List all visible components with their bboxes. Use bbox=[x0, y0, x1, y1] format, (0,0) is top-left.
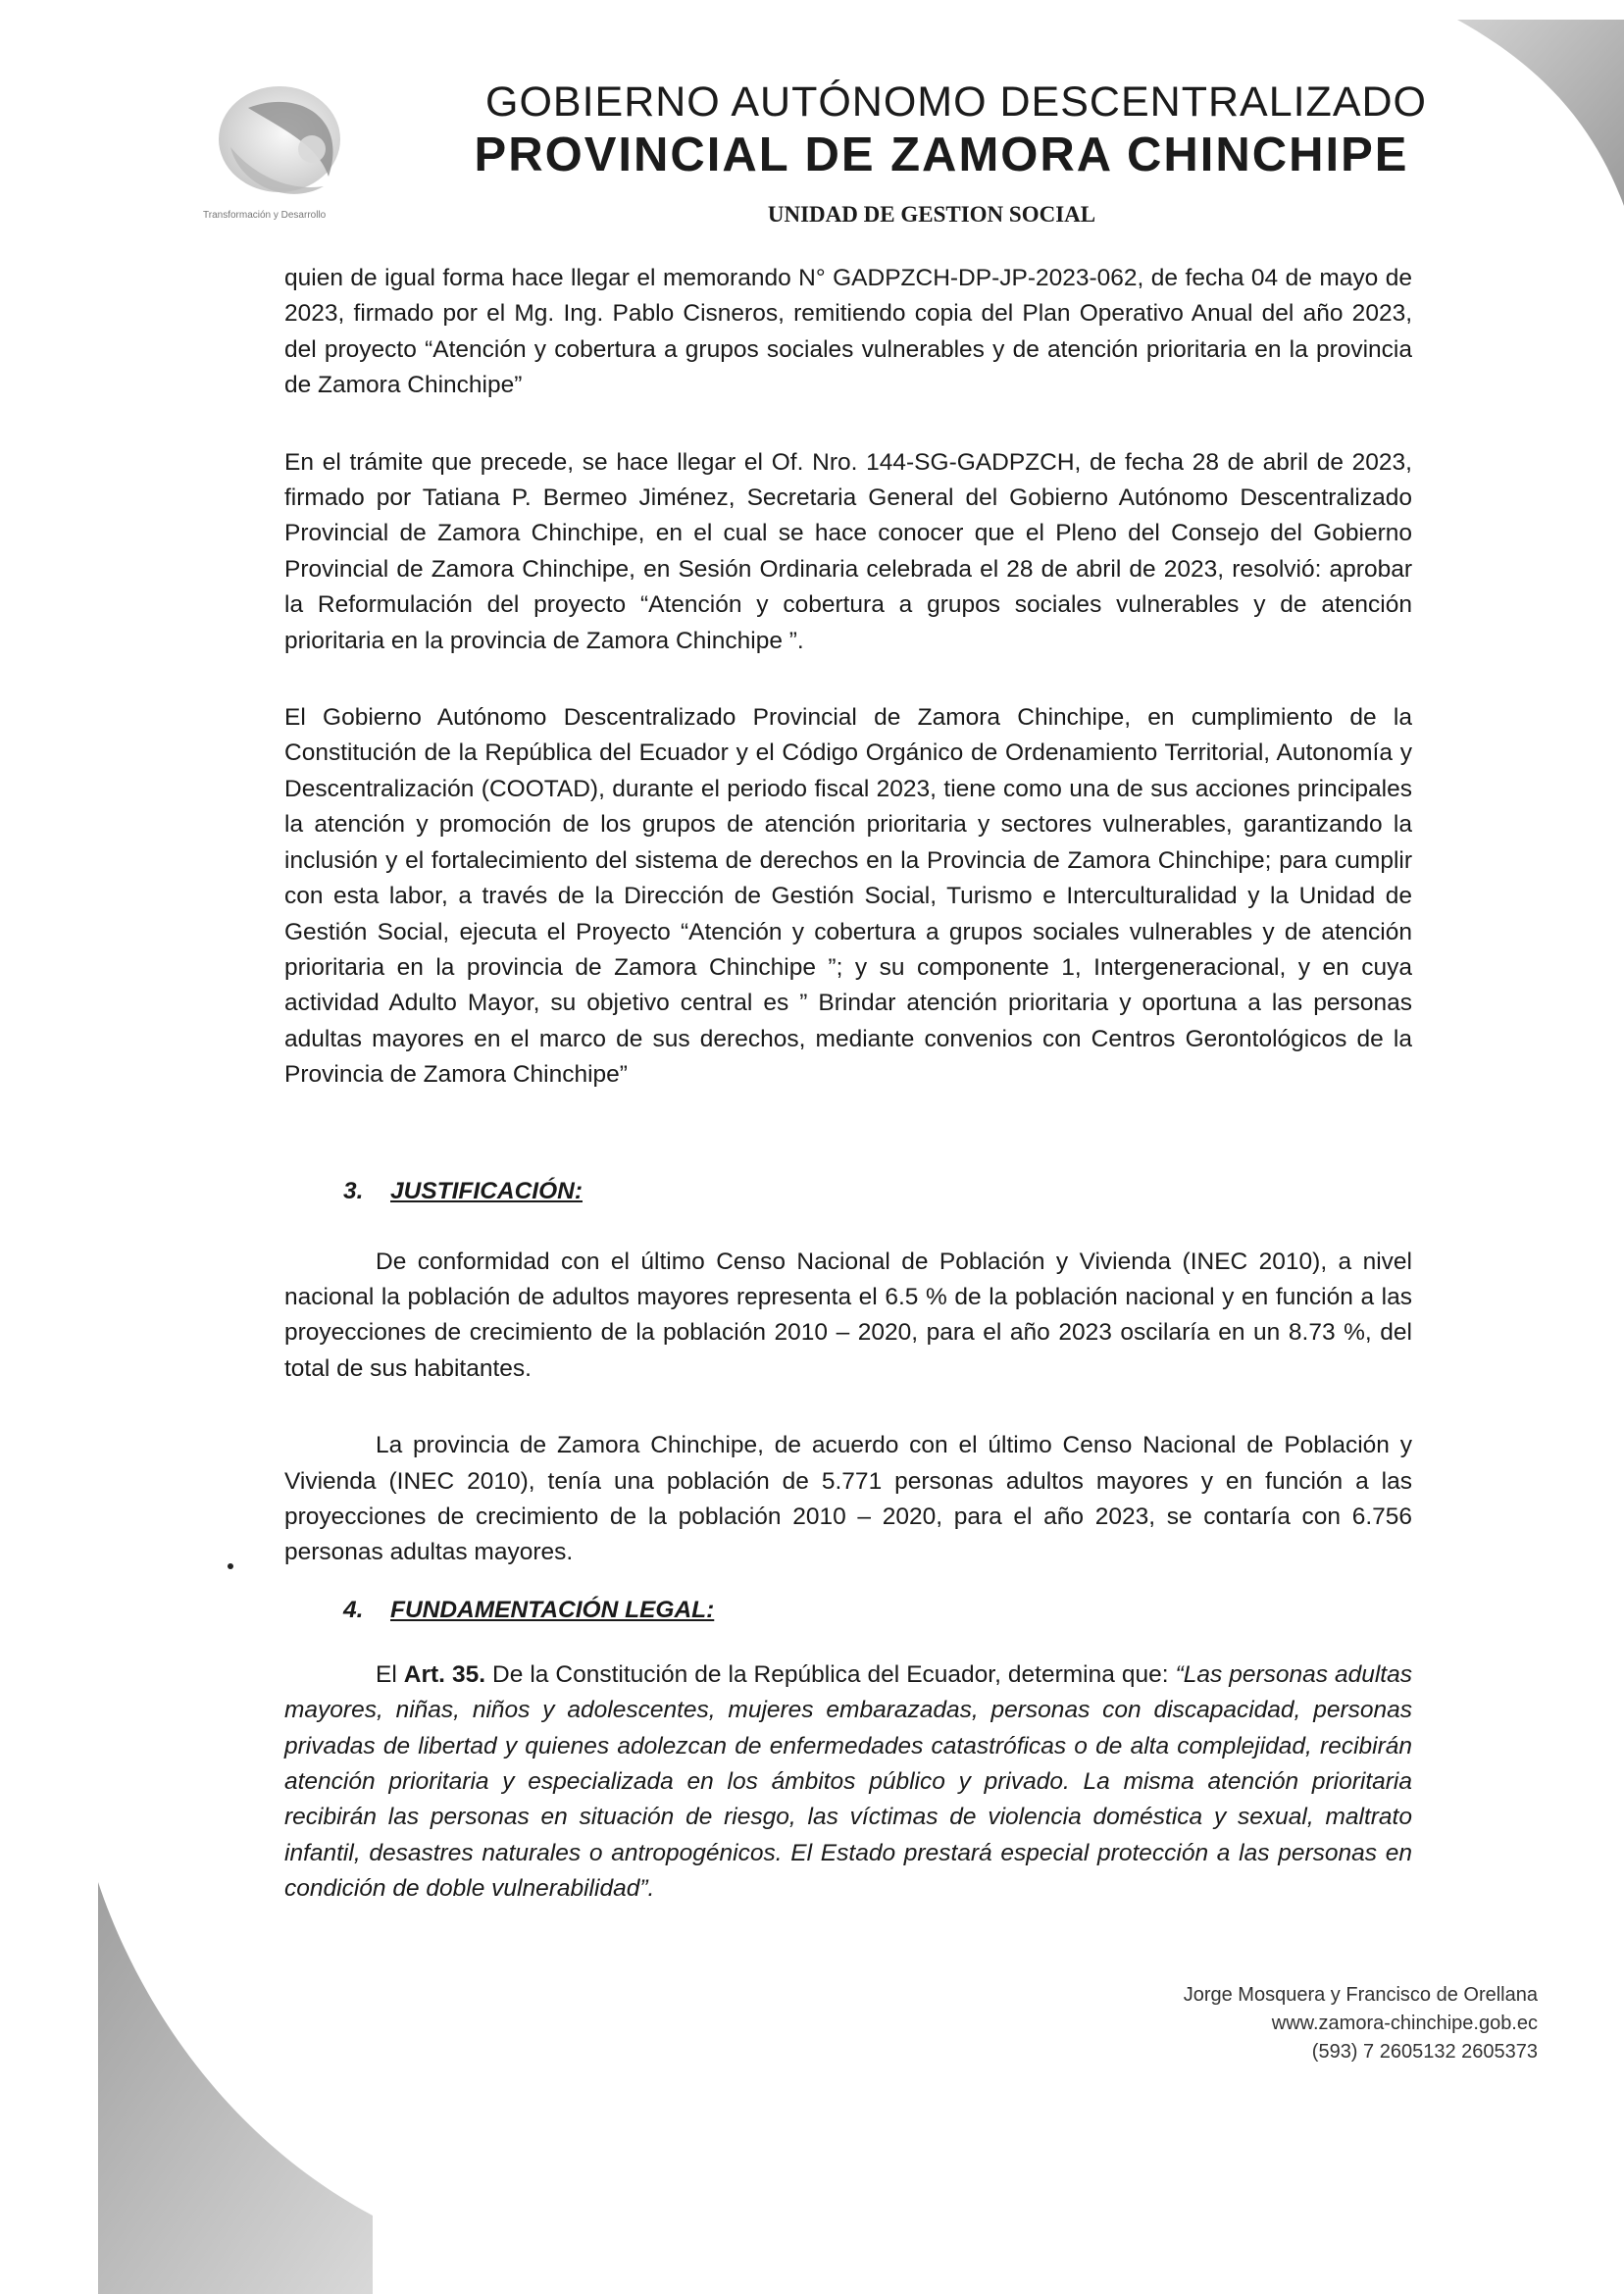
paragraph-memorando: quien de igual forma hace llegar el memorando N° GADPZCH-DP-JP-2023-062, de fecha 04 de mayo de 2023, firmado por el Mg. Ing. Pablo Cisneros, remitiendo copia del Plan Operativo Anual del año 2023, del proyecto “Atención y cobertura a grupos sociales vulnerables y de atención prioritaria en la provincia de Zamora Chinchipe” bbox=[284, 265, 1412, 399]
paragraph-oficio: En el trámite que precede, se hace llegar el Of. Nro. 144-SG-GADPZCH, de fecha 28 de abril de 2023, firmado por Tatiana P. Bermeo Jiménez, Secretaria General del Gobierno Autónomo Descentralizado Provincial de Zamora Chinchipe, en el cual se hace conocer que el Pleno del Consejo del Gobierno Provincial de Zamora Chinchipe, en Sesión Ordinaria celebrada el 28 de abril de 2023, resolvió: aprobar la Reformulación del proyecto “Atención y cobertura a grupos sociales vulnerables y de atención prioritaria en la provincia de Zamora Chinchipe ”. bbox=[284, 448, 1412, 654]
footer-phones: (593) 7 2605132 2605373 bbox=[1311, 2041, 1538, 2063]
section-title: JUSTIFICACIÓN: bbox=[390, 1177, 583, 1204]
footer-contact bbox=[1028, 1981, 1538, 2066]
document-body bbox=[284, 261, 1412, 1908]
art-35-intro: De la Constitución de la República del Ecuador, determina que: bbox=[485, 1660, 1176, 1688]
paragraph-gad-cumplimiento: El Gobierno Autónomo Descentralizado Provincial de Zamora Chinchipe, en cumplimiento de la Constitución de la República del Ecuador y el Código Orgánico de Ordenamiento Territorial, Autonomía y Descentralización (COOTAD), durante el periodo fiscal 2023, tiene como una de sus acciones principales la atención y promoción de los grupos de atención prioritaria y sectores vulnerables, garantizando la inclusión y el fortalecimiento del sistema de derechos en la Provincia de Zamora Chinchipe; para cumplir con esta labor, a través de la Dirección de Gestión Social, Turismo e Interculturalidad y la Unidad de Gestión Social, ejecuta el Proyecto “Atención y cobertura a grupos sociales vulnerables y de atención prioritaria en la provincia de Zamora Chinchipe ”; y su componente 1, Intergeneracional, y en cuya actividad Adulto Mayor, su objetivo central es ” Brindar atención prioritaria y oportuna a las personas adultas mayores en el marco de sus derechos, mediante convenios con Centros Gerontológicos de la Provincia de Zamora Chinchipe” bbox=[284, 704, 1412, 1089]
section-heading-fundamentacion bbox=[284, 1593, 1412, 1628]
logo-tagline: Transformación y Desarrollo bbox=[203, 210, 327, 221]
footer-website: www.zamora-chinchipe.gob.ec bbox=[1271, 2013, 1538, 2034]
section-title: FUNDAMENTACIÓN LEGAL: bbox=[390, 1596, 715, 1623]
section-number: 4. bbox=[343, 1596, 364, 1623]
art-35-reference: Art. 35. bbox=[403, 1660, 486, 1688]
section-number: 3. bbox=[343, 1177, 364, 1204]
corner-shading-bottom-left bbox=[0, 1882, 373, 2294]
header-title-line1: GOBIERNO AUTÓNOMO DESCENTRALIZADO bbox=[485, 78, 1427, 126]
scan-dot-mark bbox=[228, 1563, 233, 1569]
footer-address: Jorge Mosquera y Francisco de Orellana bbox=[1183, 1984, 1538, 2006]
art-35-quote: “Las personas adultas mayores, niñas, niños y adolescentes, mujeres embarazadas, personas con discapacidad, personas privadas de libertad y quienes adolezcan de enfermedades catastróficas o de alta complejidad, recibirán atención prioritaria y especializada en los ámbitos público y privado. La misma atención prioritaria recibirán las personas en situación de riesgo, las víctimas de violencia doméstica y sexual, maltrato infantil, desastres naturales o antropogénicos. El Estado prestará especial protección a las personas en condición de doble vulnerabilidad”. bbox=[284, 1660, 1412, 1903]
paragraph-censo-nacional: De conformidad con el último Censo Nacional de Población y Vivienda (INEC 2010), a nivel nacional la población de adultos mayores representa el 6.5 % de la población nacional y en función a las proyecciones de crecimiento de la población 2010 – 2020, para el año 2023 oscilaría en un 8.73 %, del total de sus habitantes. bbox=[284, 1248, 1412, 1382]
header-unit-name: UNIDAD DE GESTION SOCIAL bbox=[767, 202, 1096, 227]
header-title-line2: PROVINCIAL DE ZAMORA CHINCHIPE bbox=[474, 128, 1409, 181]
section-heading-justificacion bbox=[284, 1174, 1412, 1209]
paragraph-art-35 bbox=[284, 1657, 1412, 1908]
paragraph-censo-provincial: La provincia de Zamora Chinchipe, de acuerdo con el último Censo Nacional de Población y Vivienda (INEC 2010), tenía una población de 5.771 personas adultos mayores y en función a las proyecciones de crecimiento de la población 2010 – 2020, para el año 2023, se contaría con 6.756 personas adultas mayores. bbox=[284, 1432, 1412, 1566]
art-35-prefix: El bbox=[376, 1660, 404, 1688]
gadpzch-logo-icon bbox=[201, 78, 378, 226]
